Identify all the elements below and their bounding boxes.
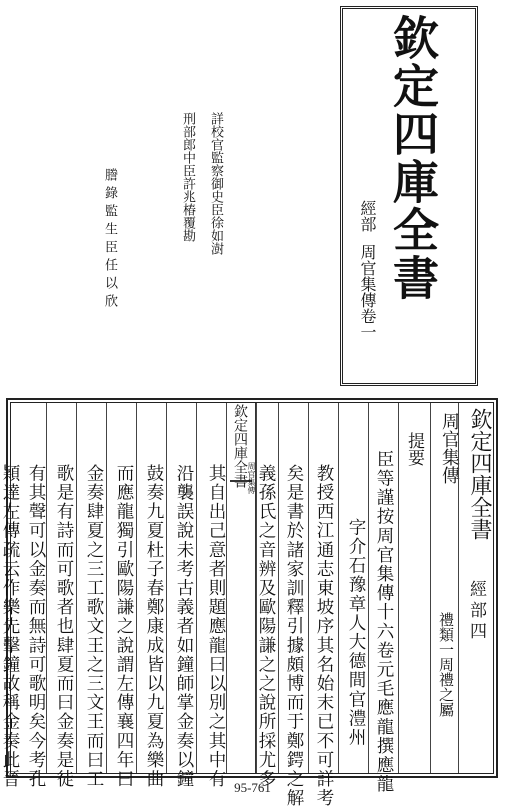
text-column: 有其聲可以金奏而無詩可歌明矣今考孔 <box>26 464 46 789</box>
text-column: 金奏肆夏之三工歌文王之三文王而曰工 <box>84 464 104 789</box>
text-column: 歌是有詩而可歌者也肆夏而曰金奏是徒 <box>54 464 74 789</box>
text-column: 義孫氏之音辨及歐陽謙之之說所採尤多 <box>256 464 276 789</box>
page-classification: 禮類一周禮之屬 <box>437 612 455 717</box>
column-rule <box>368 403 369 773</box>
column-rule <box>46 403 47 773</box>
page-title: 欽定四庫全書 <box>467 408 492 540</box>
cover-work-title: 周官集傳卷一 <box>358 244 377 340</box>
column-rule <box>76 403 77 773</box>
text-column: 沿襲誤說未考古義者如鐘師掌金奏以鐘 <box>174 464 194 789</box>
fold-title: 欽定四庫全書 <box>232 404 248 488</box>
text-column: 教授西江通志東坡序其名始末已不可詳考 <box>314 464 334 808</box>
fold-work-title: 周官集傳 <box>247 462 256 494</box>
text-column: 矣是書於諸家訓釋引據頗博而于鄭鍔之解 <box>284 464 304 808</box>
cover-section-label: 經部 <box>358 200 377 232</box>
column-rule <box>226 403 227 773</box>
proofreader-line-2: 刑部郎中臣許兆椿覆勘 <box>180 112 195 242</box>
column-rule <box>136 403 137 773</box>
text-column: 鼓奏九夏杜子春鄭康成皆以九夏為樂曲 <box>144 464 164 789</box>
column-rule <box>398 403 399 773</box>
column-rule <box>196 403 197 773</box>
column-rule <box>106 403 107 773</box>
column-rule <box>338 403 339 773</box>
column-rule <box>458 403 459 773</box>
text-column: 其自出己意者則題應龍曰以別之其中有 <box>206 464 226 789</box>
proofreader-line-1: 詳校官監察御史臣徐如澍 <box>208 112 223 255</box>
page-section-label: 經部四 <box>466 580 486 643</box>
page-number: 95-761 <box>234 780 271 795</box>
page-work-title: 周官集傳 <box>439 412 460 484</box>
column-rule <box>430 403 431 773</box>
abstract-heading: 提要 <box>404 432 424 466</box>
text-column: 字介石豫章人大德間官澧州 <box>346 518 366 748</box>
column-rule <box>308 403 309 773</box>
column-rule <box>166 403 167 773</box>
column-rule <box>278 403 279 773</box>
text-column: 穎達左傳疏云作樂先擊鐘故稱金奏此晉 <box>0 464 20 789</box>
text-column: 而應龍獨引歐陽謙之說謂左傳襄四年曰 <box>114 464 134 789</box>
copyist-line: 謄錄監生臣任以欣 <box>102 168 117 312</box>
column-rule <box>256 403 257 773</box>
text-column: 臣等謹按周官集傳十六卷元毛應龍撰應龍 <box>374 450 394 794</box>
cover-title: 欽定四庫全書 <box>386 14 440 302</box>
